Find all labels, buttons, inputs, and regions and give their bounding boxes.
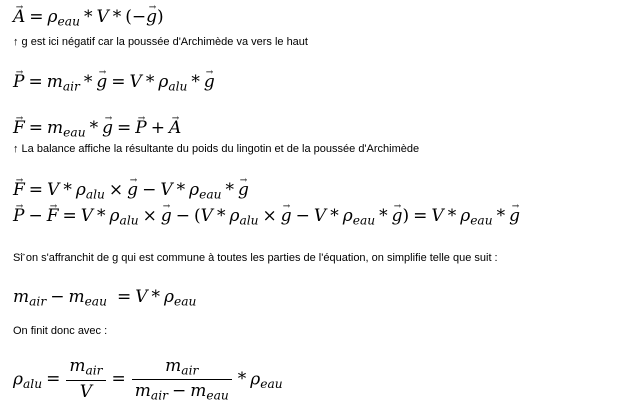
fraction-mair-over-mass-diff: $\frac{m_{air}}{m_{air} - m_{eau}}$	[132, 357, 232, 403]
conclusion-note: On finit donc avec :	[13, 325, 108, 337]
fraction-mair-over-v: $\frac{m_{air}}{V}$	[66, 357, 105, 402]
simplification-note: Si on s'affranchit de g → qui est commune à toutes les parties de l'équation, on simplifie telle que suit :	[13, 252, 498, 265]
equation-mass-difference: $m_{air} - m_{eau} = V * \rho_{eau}$	[13, 287, 197, 309]
g-vector-label: Si on s'affranchit de g →	[13, 252, 118, 265]
equation-difference: → $P -\to F = V * \rho_{alu} \times\to g - (V * \rho_{alu} \times\to g - V * \rho_{eau} *\to g) = V * \rho_{eau} *\to g$	[13, 208, 520, 227]
equation-weight: → $P = m_{air} *\to g = V * \rho_{alu} *\to g$	[13, 74, 215, 93]
equation-archimedes-force: → $A = \rho_{eau} * V$ * (−→ g)	[13, 9, 164, 28]
balance-note: ↑ La balance affiche la résultante du poids du lingotin et de la poussée d'Archimède	[13, 143, 420, 155]
equation-final-density: $\rho_{alu}$ = $\frac{m_{air}}{V}$ = $\frac{m_{air}}{m_{air} - m_{eau}}$ * $\rho_{eau}$	[13, 356, 283, 403]
equation-resultant-force: → $F = m_{eau} *\to g =\to P +\to A$	[13, 120, 181, 139]
archimedes-sign-note: ↑ g est ici négatif car la poussée d'Archimède va vers le haut	[13, 36, 308, 48]
equation-force-expanded: → $F = V * \rho_{alu} \times\to g - V * \rho_{eau} *\to g$	[13, 182, 249, 201]
